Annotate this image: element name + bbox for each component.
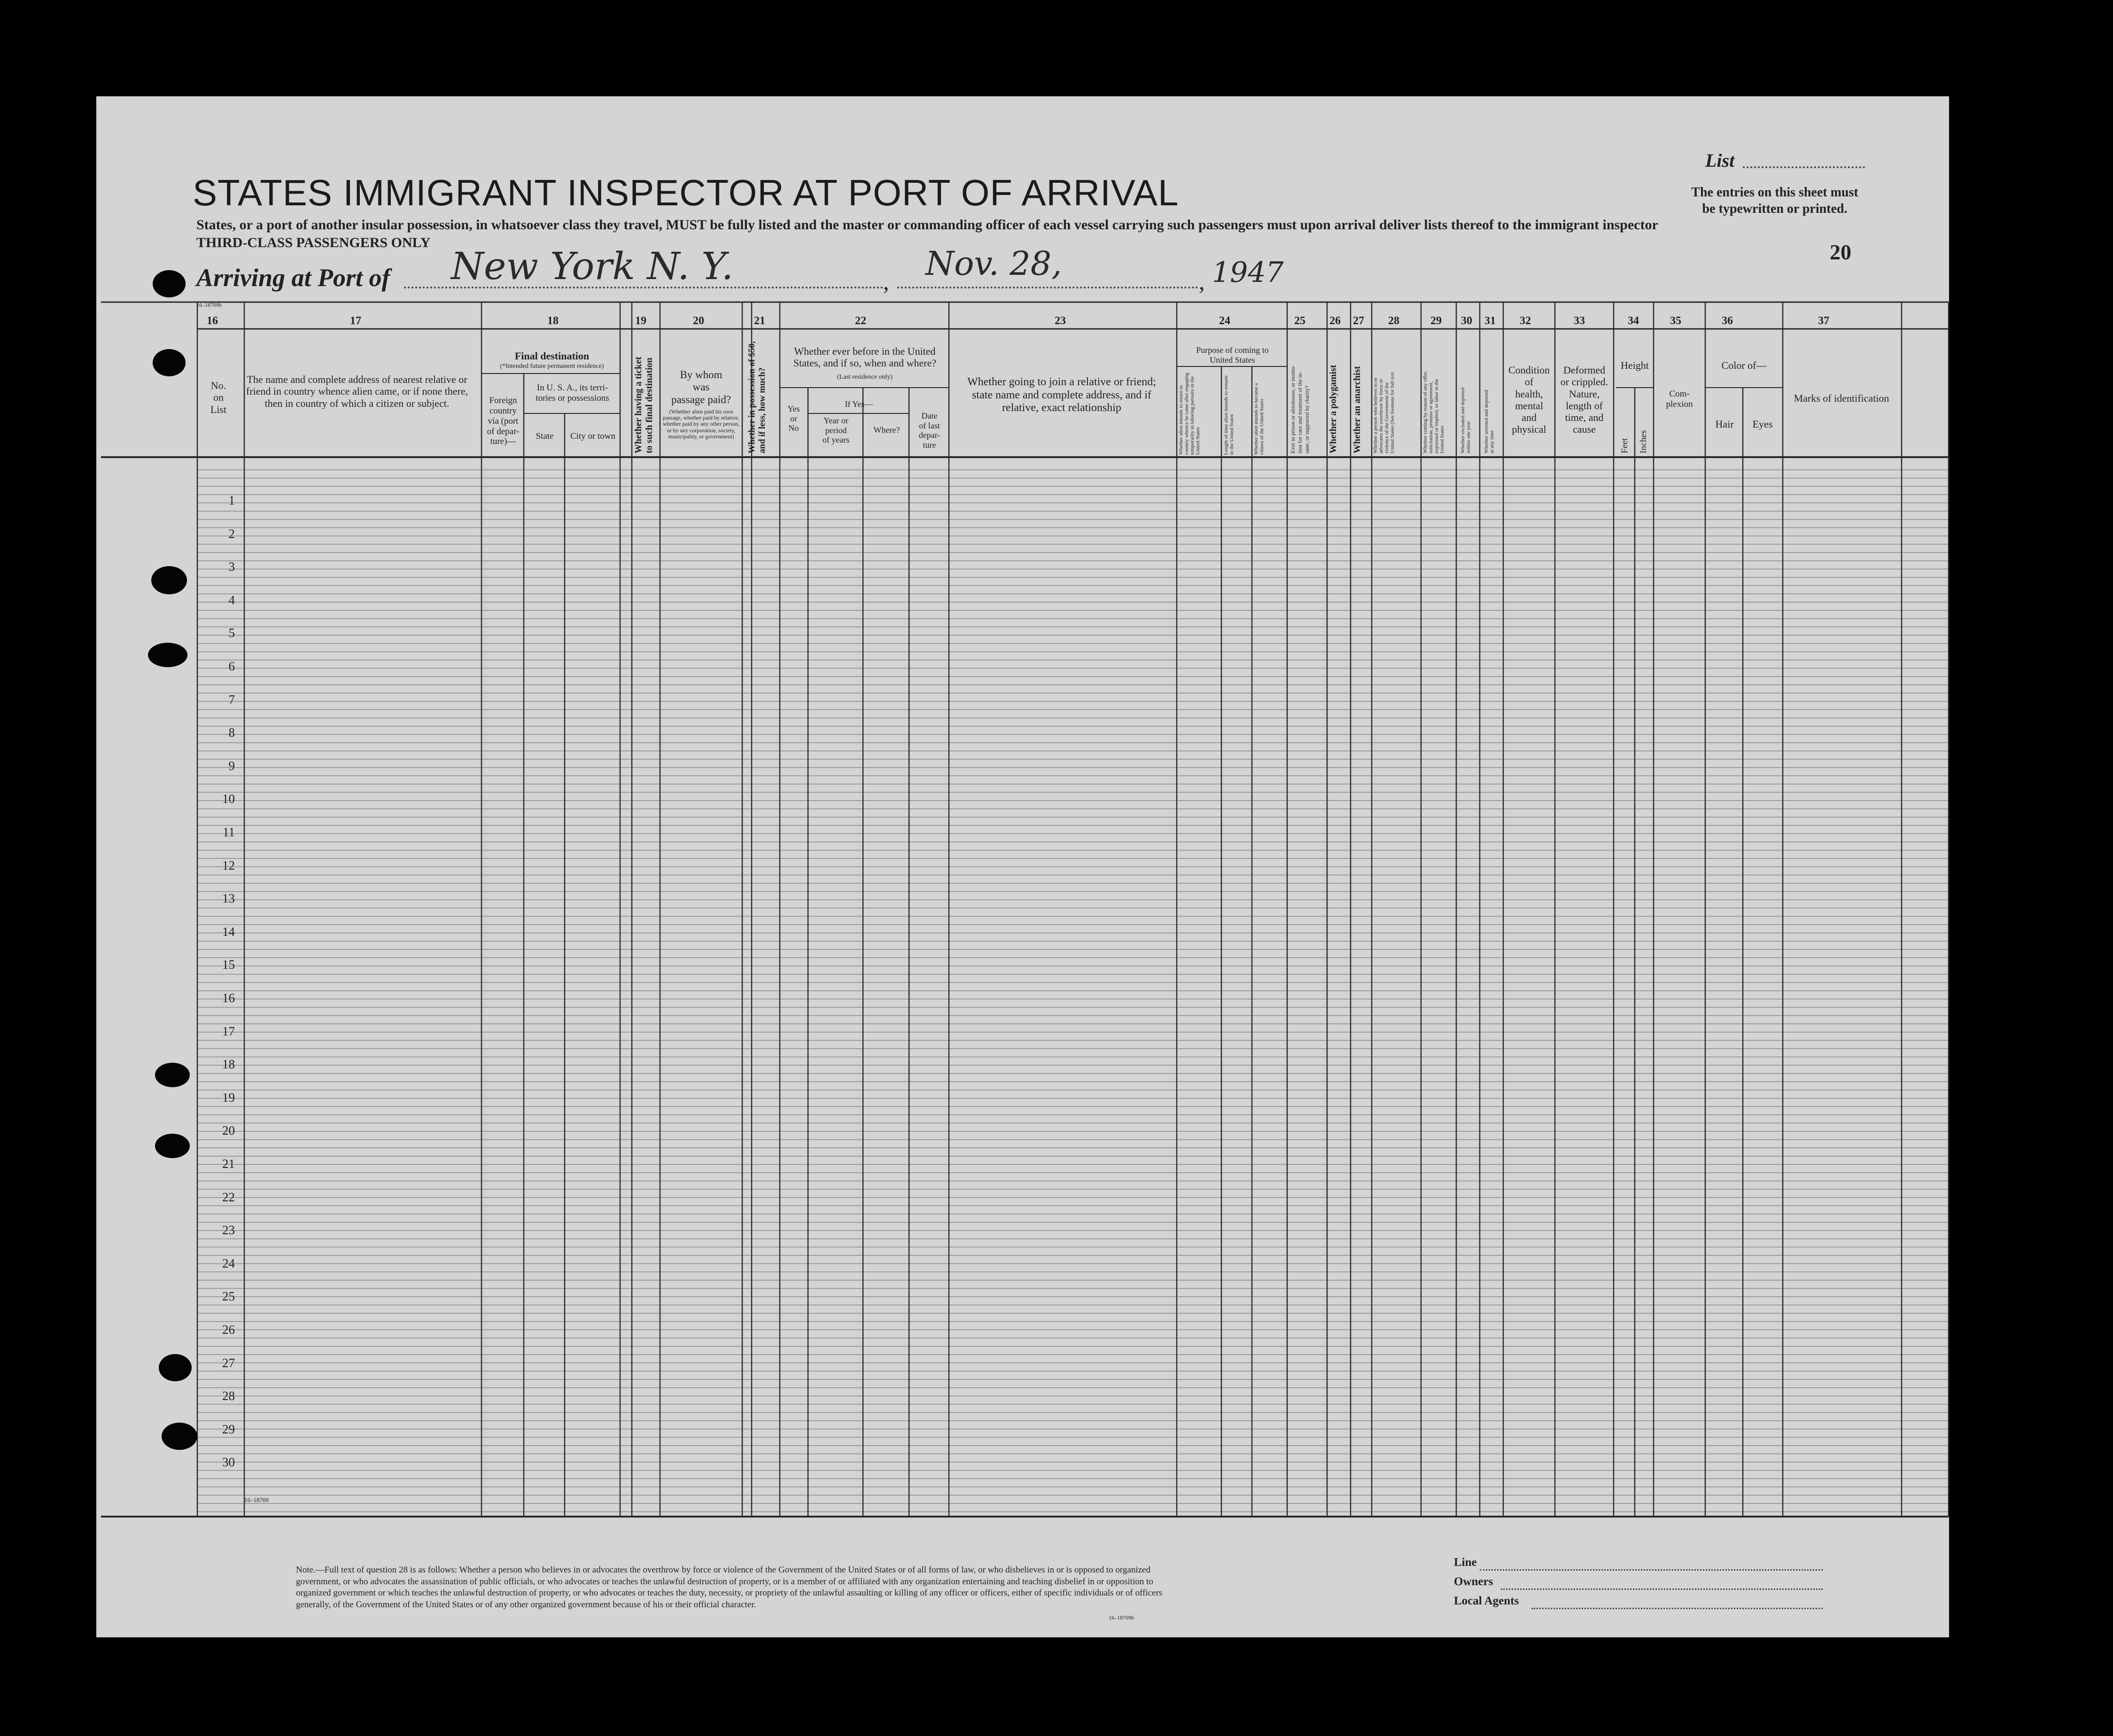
q30-0: Whether excluded and deported xyxy=(1460,387,1466,453)
footnote: Note.—Full text of question 28 is as follows: Whether a person who believes in or advocates the overthrow by force or violence of the Government of the United States or of all forms of law, or who disbelieves in or is opposed to organized government, or who advocates the assassination of public officials, or who advocates or teaches the unlawful destruction of property, or is a member of or affiliated with any organization entertaining and teaching disbelief in or opposition to organized government or which teaches the unlawful destruction of property, or who advocates or teaches the duty, necessity, or propriety of the unlawful assaulting or killing of any officer or officers, either of specific individuals or of officers generally, of the Government of the United States or of any other organized government because of his or their official character. xyxy=(296,1565,1163,1610)
fifty-1: and if less, how much? xyxy=(757,367,767,453)
header-if-yes: If Yes— xyxy=(845,399,873,409)
header-deformed xyxy=(1557,364,1611,436)
dd-0: Date xyxy=(921,411,938,420)
header-relative-abroad: The name and complete address of nearest relative or friend in country whence alien came, or if none there, then in country of which a citizen or subject. xyxy=(246,374,468,409)
q31-1: at any time xyxy=(1489,430,1495,453)
row-number: 21 xyxy=(222,1157,235,1171)
line-field xyxy=(1454,1556,1825,1573)
line-dotline xyxy=(1480,1569,1823,1571)
yp-2: of years xyxy=(822,435,850,445)
row-number: 27 xyxy=(222,1355,235,1370)
row-number: 20 xyxy=(222,1123,235,1138)
class-line: THIRD-CLASS PASSENGERS ONLY xyxy=(196,235,431,250)
header-passage-paid xyxy=(662,369,740,406)
arriving-label: Arriving at Port of xyxy=(196,264,390,292)
fc-0: Foreign xyxy=(489,396,517,405)
header-height: Height xyxy=(1621,359,1649,371)
yp-1: period xyxy=(825,425,847,435)
usa-0: In U. S. A., its terri- xyxy=(536,383,608,393)
comma-1: , xyxy=(883,268,889,295)
row-rules xyxy=(197,470,1949,1512)
col-num-17: 17 xyxy=(350,315,361,327)
q30-1: within one year xyxy=(1466,421,1471,453)
cond-1: of xyxy=(1524,376,1534,388)
row-number: 14 xyxy=(222,924,235,939)
row-number: 24 xyxy=(222,1256,235,1270)
header-state: State xyxy=(536,431,554,441)
dd-1: of last xyxy=(919,420,940,430)
owners-dotline xyxy=(1501,1588,1823,1590)
eb-1: States, and if so, when and where? xyxy=(793,357,937,369)
q29-3: United States xyxy=(1439,426,1445,453)
col-num-19: 19 xyxy=(635,315,646,327)
header-marks: Marks of identification xyxy=(1794,392,1889,404)
punch-hole xyxy=(148,643,187,667)
col-num-34: 34 xyxy=(1628,315,1639,327)
col-num-16: 16 xyxy=(207,315,218,327)
owners-label: Owners xyxy=(1454,1575,1493,1588)
typewritten-note-line-1: The entries on this sheet must xyxy=(1691,185,1858,200)
fc-1: country xyxy=(489,405,517,416)
header-purpose-citizen: Whether alien intends to become a citizen of the United States xyxy=(1253,383,1265,455)
header-last-residence: (Last residence only) xyxy=(837,374,893,381)
row-number: 10 xyxy=(222,792,235,806)
cond-0: Condition xyxy=(1508,364,1550,376)
header-complexion xyxy=(1656,389,1703,410)
yn-0: Yes xyxy=(787,404,800,413)
col-num-35: 35 xyxy=(1670,315,1681,327)
header-final-destination-note: (*Intended future permanent residence) xyxy=(500,363,604,370)
prison-0: Ever in prison or almshouse, or institu- xyxy=(1290,365,1296,453)
header-inches: Inches xyxy=(1639,430,1648,453)
yn-1: or xyxy=(790,413,797,423)
comp-0: Com- xyxy=(1669,389,1690,399)
yp-0: Year or xyxy=(823,416,848,425)
header-year-period xyxy=(809,416,863,445)
col-num-36: 36 xyxy=(1722,315,1733,327)
row-number: 1 xyxy=(228,493,235,507)
row-number: 26 xyxy=(222,1323,235,1337)
purpose-0: Purpose of coming to xyxy=(1196,345,1269,355)
col-num-20: 20 xyxy=(693,315,704,327)
header-color-of: Color of— xyxy=(1721,359,1767,371)
column-rules xyxy=(197,302,1949,1517)
dd-2: depar- xyxy=(918,430,940,440)
header-q30 xyxy=(1460,348,1471,453)
typewritten-note-line-2: be typewritten or printed. xyxy=(1702,202,1848,216)
row-number: 2 xyxy=(228,526,235,541)
cond-3: mental xyxy=(1515,399,1543,412)
row-number: 5 xyxy=(228,626,235,640)
header-feet: Feet xyxy=(1620,438,1630,453)
agents-dotline xyxy=(1531,1608,1823,1609)
row-number: 17 xyxy=(222,1024,235,1038)
header-purpose-length: Length of time alien intends to remain in the United States xyxy=(1223,375,1235,455)
def-0: Deformed xyxy=(1563,364,1606,376)
prison-1: tion for care and treatment of the in- xyxy=(1297,371,1303,453)
punch-hole xyxy=(153,349,186,376)
agents-field xyxy=(1454,1595,1825,1611)
col-num-26: 26 xyxy=(1329,315,1341,327)
row-number: 30 xyxy=(222,1455,235,1470)
purpose-1: United States xyxy=(1210,355,1255,365)
header-final-destination: Final destination xyxy=(514,350,590,362)
ticket-0: Whether having a ticket xyxy=(633,357,644,453)
q28-3: United States (See footnote for full text xyxy=(1390,372,1395,453)
header-passage-note: (Whether alien paid his own passage, whether paid by relative, whether paid by any other person, or by any corporation, society, municipality, or government) xyxy=(662,408,740,440)
q29-1: solicitation, promise or agreement, xyxy=(1428,381,1434,453)
h-list: List xyxy=(210,403,227,415)
q31-0: Whether arrested and deported xyxy=(1484,389,1489,453)
pp-0: By whom xyxy=(680,369,722,381)
header-condition xyxy=(1503,364,1555,436)
row-number: 28 xyxy=(222,1389,235,1403)
row-number: 11 xyxy=(223,825,235,839)
header-joining-relative: Whether going to join a relative or friend; state name and complete address, and if relative, exact relationship xyxy=(967,376,1156,414)
page-title: STATES IMMIGRANT INSPECTOR AT PORT OF ARRIVAL xyxy=(193,172,1179,213)
row-number: 15 xyxy=(222,958,235,972)
fifty-0: Whether in possession of $50, xyxy=(747,341,757,453)
header-where: Where? xyxy=(873,425,900,435)
row-number: 3 xyxy=(228,560,235,574)
row-number: 8 xyxy=(228,725,235,740)
punch-hole xyxy=(159,1354,192,1381)
header-anarchist: Whether an anarchist xyxy=(1352,366,1362,453)
header-q31 xyxy=(1484,348,1495,453)
owners-field xyxy=(1454,1575,1825,1592)
header-hair: Hair xyxy=(1715,418,1734,430)
form-code-top: 16–18709b xyxy=(196,302,222,308)
header-yes-no xyxy=(781,404,807,433)
comp-1: plexion xyxy=(1666,399,1693,409)
col-num-24: 24 xyxy=(1219,315,1230,327)
header-prison xyxy=(1290,348,1311,453)
h-on: on xyxy=(213,391,224,404)
line-label: Line xyxy=(1454,1556,1477,1569)
row-number: 22 xyxy=(222,1190,235,1204)
row-number: 9 xyxy=(228,758,235,773)
footnote-code: 16–18709b xyxy=(1109,1614,1134,1621)
punch-hole xyxy=(162,1423,197,1450)
date-handwritten: Nov. 28, xyxy=(925,244,1062,283)
col-num-28: 28 xyxy=(1388,315,1399,327)
header-purpose-return: Whether alien intends to return to country whence he came after engaging temporarily in laboring pursuits in the United States xyxy=(1178,373,1201,455)
eb-0: Whether ever before in the United xyxy=(794,345,936,357)
cond-5: physical xyxy=(1512,423,1546,436)
def-2: Nature, xyxy=(1569,388,1600,400)
col-num-30: 30 xyxy=(1461,315,1472,327)
header-in-usa xyxy=(525,383,620,404)
prison-2: sane, or supported by charity? xyxy=(1304,385,1310,453)
header-fifty-dollars xyxy=(747,338,768,453)
sheet-number: 20 xyxy=(1830,240,1851,264)
header-polygamist: Whether a polygamist xyxy=(1328,365,1338,453)
header-city: City or town xyxy=(570,431,616,441)
cond-2: health, xyxy=(1515,388,1543,400)
row-number: 23 xyxy=(222,1223,235,1238)
def-4: time, and xyxy=(1565,412,1604,424)
row-number: 12 xyxy=(222,858,235,872)
ticket-1: to such final destination xyxy=(644,358,654,453)
fc-4: ture)— xyxy=(490,436,516,447)
row-number: 18 xyxy=(222,1057,235,1072)
def-5: cause xyxy=(1573,423,1596,436)
fc-2: via (port xyxy=(488,416,519,426)
header-q29 xyxy=(1422,348,1445,453)
pp-2: passage paid? xyxy=(671,393,731,405)
q28-1: advocates the overthrow by force or xyxy=(1378,379,1384,453)
col-num-33: 33 xyxy=(1574,315,1585,327)
header-purpose xyxy=(1178,345,1287,365)
agents-label: Local Agents xyxy=(1454,1595,1519,1607)
header-no-on-list xyxy=(202,380,235,415)
row-number: 19 xyxy=(222,1090,235,1105)
col-num-22: 22 xyxy=(855,315,866,327)
h-no: No. xyxy=(210,380,226,391)
punch-hole xyxy=(155,1063,190,1087)
year: 1947 xyxy=(1212,256,1284,289)
col-num-21: 21 xyxy=(754,315,765,327)
col-num-27: 27 xyxy=(1353,315,1364,327)
list-label: List xyxy=(1705,150,1735,171)
port-handwritten: New York N. Y. xyxy=(451,244,734,288)
q29-2: expressed or implied, to labor in the xyxy=(1434,379,1439,453)
fc-3: of depar- xyxy=(487,426,520,436)
usa-1: tories or possessions xyxy=(536,393,609,403)
def-1: or crippled. xyxy=(1560,376,1608,388)
instructions-text: States, or a port of another insular possession, in whatsoever class they travel, MUST be fully listed and the master or commanding officer of each vessel carrying such passengers must upon arrival deliver lists thereof to the immigrant inspector xyxy=(196,217,1658,233)
punch-hole xyxy=(151,566,187,594)
col-num-23: 23 xyxy=(1055,315,1066,327)
row-number: 7 xyxy=(228,692,235,707)
col-num-37: 37 xyxy=(1818,315,1829,327)
def-3: length of xyxy=(1566,399,1603,412)
header-eyes: Eyes xyxy=(1752,418,1773,430)
comma-2: , xyxy=(1199,268,1205,295)
header-ever-before xyxy=(781,345,949,369)
row-number: 29 xyxy=(222,1422,235,1436)
col-num-29: 29 xyxy=(1430,315,1442,327)
col-num-32: 32 xyxy=(1520,315,1531,327)
row-number: 13 xyxy=(222,891,235,906)
punch-hole xyxy=(153,270,186,297)
yn-2: No xyxy=(788,423,799,433)
row-number: 4 xyxy=(228,592,235,607)
col-num-25: 25 xyxy=(1294,315,1305,327)
header-date-departure xyxy=(910,411,949,450)
cond-4: and xyxy=(1522,412,1537,424)
col-num-18: 18 xyxy=(547,315,559,327)
row-number: 25 xyxy=(222,1289,235,1304)
col-num-31: 31 xyxy=(1484,315,1496,327)
header-ticket xyxy=(633,338,655,453)
header-foreign-country xyxy=(483,396,523,447)
q28-0: Whether a person who believes in or xyxy=(1373,377,1378,453)
punch-hole xyxy=(155,1134,190,1158)
dd-3: ture xyxy=(923,440,936,450)
q28-2: violence of the Government of the xyxy=(1384,382,1390,453)
row-number: 16 xyxy=(222,991,235,1005)
pp-1: was xyxy=(692,381,710,393)
q29-0: Whether coming by reason of any offer, xyxy=(1422,371,1428,453)
row-number: 6 xyxy=(228,659,235,673)
form-code-bottom: 16–18709 xyxy=(244,1496,269,1503)
header-q28 xyxy=(1373,348,1395,453)
